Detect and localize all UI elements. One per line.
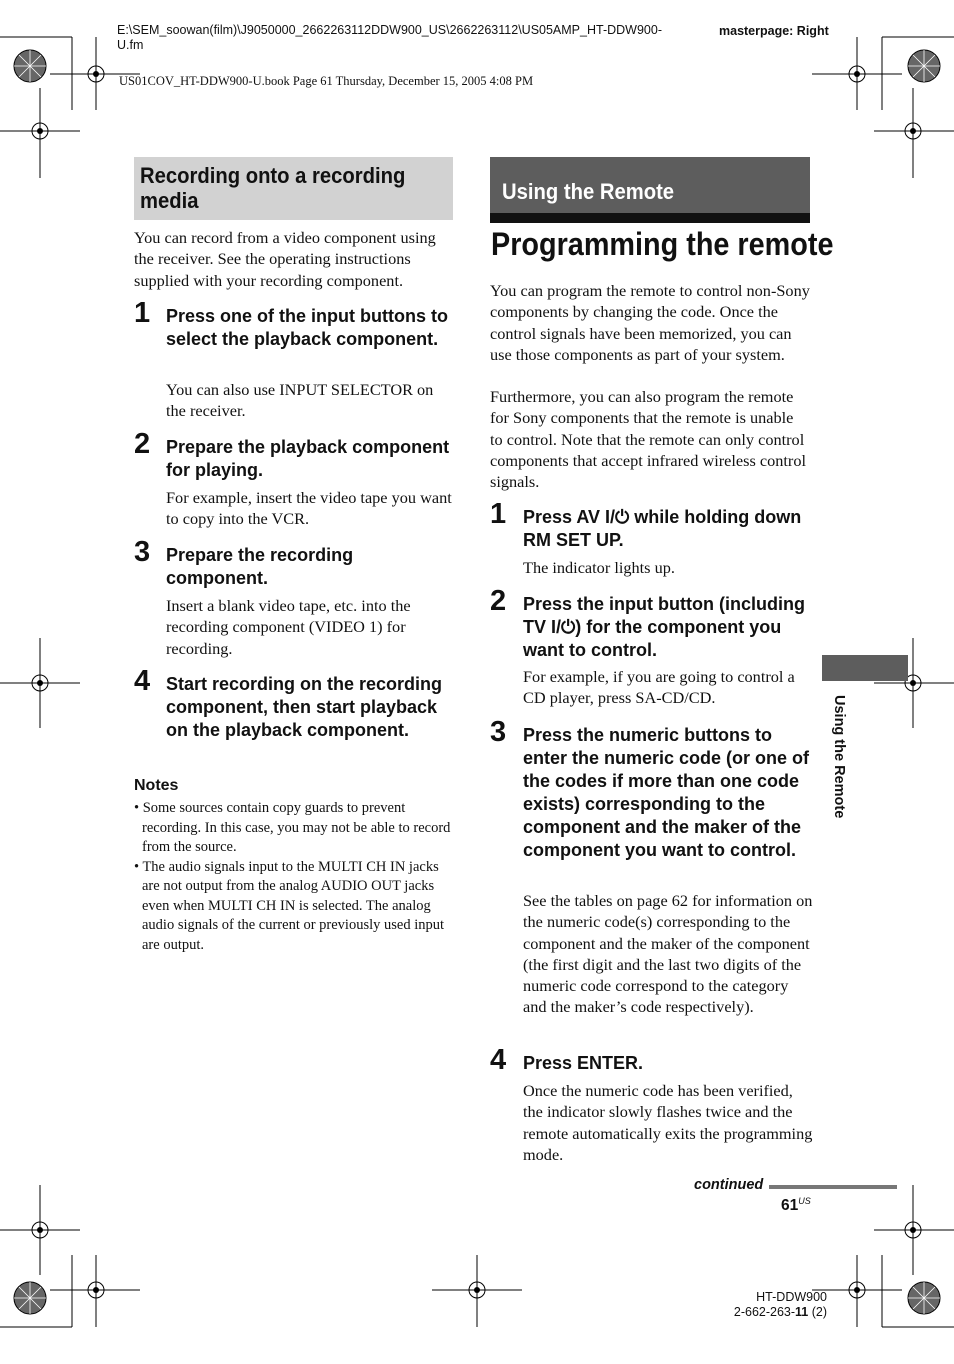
right-intro-1: You can program the remote to control non-Sony components by changing the code. Once the control signals have been memorized, you can use those components as part of your system. xyxy=(490,281,810,364)
left-step-1-text: You can also use INPUT SELECTOR on the receiver. xyxy=(166,380,434,421)
notes-list xyxy=(134,799,454,955)
left-step-2-heading: Prepare the playback component for playing. xyxy=(166,437,450,480)
left-step-1-heading: Press one of the input buttons to select the playback component. xyxy=(166,306,448,349)
right-step-4-number: 4 xyxy=(490,1044,507,1076)
right-step-1-text: The indicator lights up. xyxy=(523,558,675,577)
left-step-4-heading: Start recording on the recording component, then start playback on the playback component. xyxy=(166,674,443,740)
page-number-value: 61 xyxy=(781,1197,799,1215)
right-step-1-heading: Press AV I/⏻ while holding down RM SET UP. xyxy=(523,507,802,550)
header-file-path: E:\SEM_soowan(film)\J9050000_2662263112DDW900_US\2662263112\US05AMP_HT-DDW900-U.fm xyxy=(117,23,662,52)
left-intro: You can record from a video component using the receiver. See the operating instructions supplied with your recording component. xyxy=(134,228,436,290)
notes-heading: Notes xyxy=(134,777,179,794)
section-rule xyxy=(490,213,810,223)
right-section-title: Using the Remote xyxy=(502,179,675,204)
right-intro-2: Furthermore, you can also program the remote for Sony components that the remote is unable to control. Note that the remote can only control components that accept infrared wireless control signals. xyxy=(490,387,807,492)
header-masterpage: masterpage: Right xyxy=(719,24,829,38)
left-step-4-number: 4 xyxy=(134,665,151,697)
left-step-3-heading: Prepare the recording component. xyxy=(166,545,354,588)
model-name: HT-DDW900 xyxy=(756,1290,827,1304)
page-number xyxy=(781,1196,811,1215)
page-title: Programming the remote xyxy=(491,226,834,262)
page-number-suffix: US xyxy=(798,1196,811,1206)
left-step-2-text: For example, insert the video tape you want to copy into the VCR. xyxy=(166,488,452,529)
right-step-4-heading: Press ENTER. xyxy=(523,1053,644,1073)
side-tab-marker xyxy=(822,655,908,681)
left-step-3-text: Insert a blank video tape, etc. into the recording component (VIDEO 1) for recording. xyxy=(166,596,411,658)
right-step-3-number: 3 xyxy=(490,716,507,748)
header-book-line: US01COV_HT-DDW900-U.book Page 61 Thursday, December 15, 2005 4:08 PM xyxy=(119,74,534,88)
right-step-3-heading: Press the numeric buttons to enter the numeric code (or one of the codes if more than one code exists) corresponding to the component and the maker of the component you want to control. xyxy=(523,725,810,860)
left-section-title: Recording onto a recording media xyxy=(140,163,406,213)
note-item: • Some sources contain copy guards to prevent recording. In this case, you may not be able to record from the source. xyxy=(134,800,451,855)
right-step-2-text: For example, if you are going to control a CD player, press SA-CD/CD. xyxy=(523,667,795,708)
left-step-3-number: 3 xyxy=(134,536,151,568)
right-step-3-text: See the tables on page 62 for information on the numeric code(s) corresponding to the component and the maker of the component (the first digit and the last two digits of the numeric code correspond to the category and the maker’s code respectively). xyxy=(523,891,813,1017)
model-info xyxy=(722,1290,827,1320)
right-step-1-number: 1 xyxy=(490,498,507,530)
left-section-banner xyxy=(134,157,453,220)
left-step-1-number: 1 xyxy=(134,297,151,329)
model-code: 2-662-263-11 (2) xyxy=(733,1305,827,1319)
note-item: • The audio signals input to the MULTI CH IN jacks are not output from the analog AUDIO OUT jacks even when MULTI CH IN is selected. The analog audio signals of the current or previously used input are output. xyxy=(134,858,445,953)
continued-label: continued xyxy=(694,1177,764,1193)
right-step-2-heading: Press the input button (including TV I/⏻) for the component you want to control. xyxy=(523,594,805,660)
left-step-2-number: 2 xyxy=(134,428,151,460)
continued-bar xyxy=(769,1185,897,1189)
right-step-2-number: 2 xyxy=(490,585,507,617)
right-step-4-text: Once the numeric code has been verified, the indicator slowly flashes twice and the remote automatically exits the programming mode. xyxy=(523,1081,813,1164)
right-section-banner xyxy=(490,157,810,213)
side-tab-label: Using the Remote xyxy=(831,695,847,819)
